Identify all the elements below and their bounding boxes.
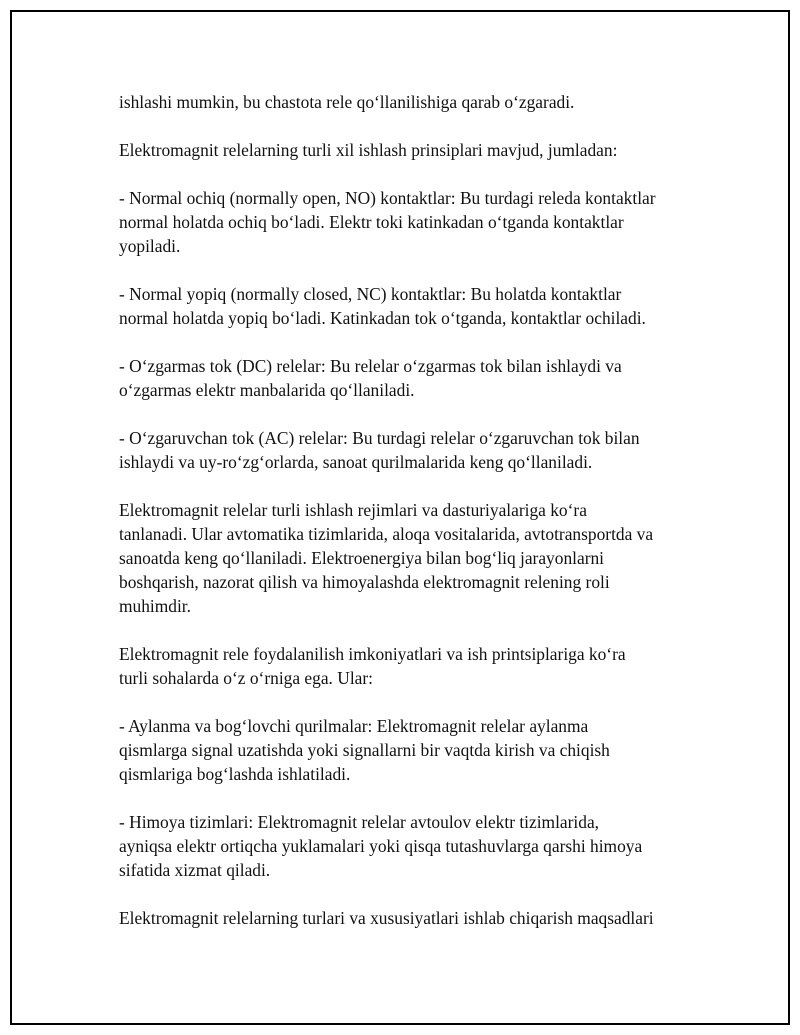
paragraph: Elektromagnit relelar turli ishlash rejimlari va dasturiyalariga ko‘ra tanlanadi. Ular avtomatika tizimlarida, aloqa vositalarida, avtotransportda va sanoatda keng qo‘llaniladi. Elektroenergiya bilan bog‘liq jarayonlarni boshqarish, nazorat qilish va himoyalashda elektromagnit relening roli muhimdir. [119, 500, 654, 616]
paragraph: ishlashi mumkin, bu chastota rele qo‘llanilishiga qarab o‘zgaradi. [119, 92, 575, 112]
list-item: - O‘zgarmas tok (DC) relelar: Bu relelar o‘zgarmas tok bilan ishlaydi va o‘zgarmas elektr manbalarida qo‘llaniladi. [119, 356, 622, 400]
list-item: - Normal ochiq (normally open, NO) kontaktlar: Bu turdagi releda kontaktlar normal holatda ochiq bo‘ladi. Elektr toki katinkadan o‘tganda kontaktlar yopiladi. [119, 188, 656, 256]
document-body [119, 90, 699, 930]
paragraph: Elektromagnit relelarning turlari va xususiyatlari ishlab chiqarish maqsadlari [119, 908, 654, 928]
page-border [10, 10, 790, 1025]
paragraph: Elektromagnit relelarning turli xil ishlash prinsiplari mavjud, jumladan: [119, 140, 618, 160]
list-item: - Himoya tizimlari: Elektromagnit relelar avtoulov elektr tizimlarida, ayniqsa elektr ortiqcha yuklamalari yoki qisqa tutashuvlarga qarshi himoya sifatida xizmat qiladi. [119, 812, 643, 880]
list-item: - O‘zgaruvchan tok (AC) relelar: Bu turdagi relelar o‘zgaruvchan tok bilan ishlaydi va uy-ro‘zg‘orlarda, sanoat qurilmalarida keng qo‘llaniladi. [119, 428, 640, 472]
list-item: - Normal yopiq (normally closed, NC) kontaktlar: Bu holatda kontaktlar normal holatda yopiq bo‘ladi. Katinkadan tok o‘tganda, kontaktlar ochiladi. [119, 284, 646, 328]
paragraph: Elektromagnit rele foydalanilish imkoniyatlari va ish printsiplariga ko‘ra turli sohalarda o‘z o‘rniga ega. Ular: [119, 644, 626, 688]
list-item: - Aylanma va bog‘lovchi qurilmalar: Elektromagnit relelar aylanma qismlarga signal uzatishda yoki signallarni bir vaqtda kirish va chiqish qismlariga bog‘lashda ishlatiladi. [119, 716, 610, 784]
